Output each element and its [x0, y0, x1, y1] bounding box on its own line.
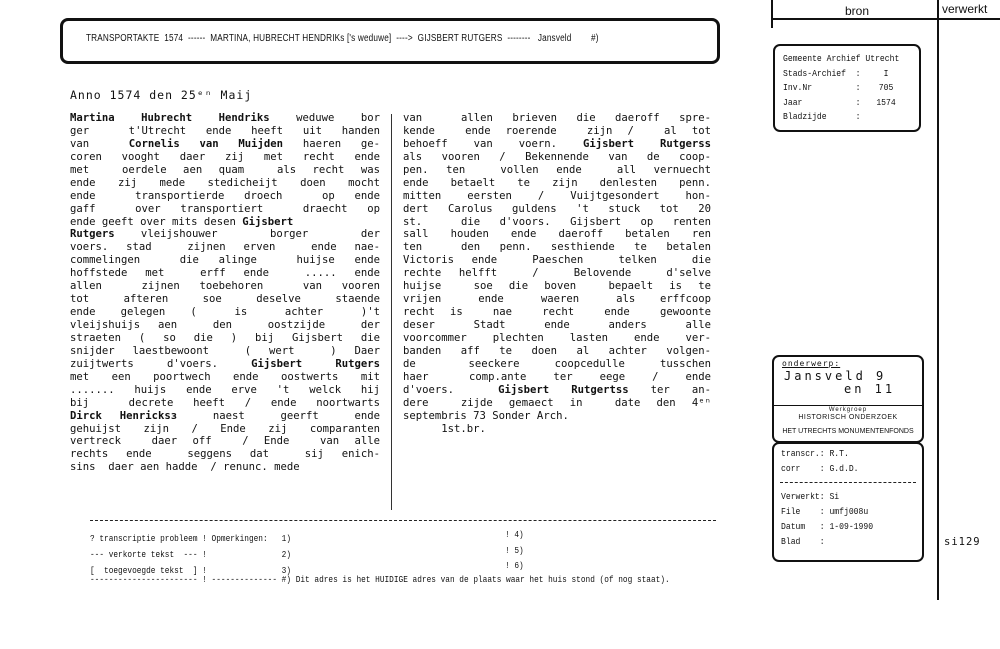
line-text: vleijshouwer borger der [114, 228, 380, 241]
source-field [783, 110, 950, 125]
text-line [403, 345, 711, 358]
org-line-1: Werkgroep [828, 407, 868, 413]
name-text: Gijsbert Rutgertss [498, 383, 629, 396]
line-text: weduwe bor [269, 112, 380, 124]
line-text: bij decrete heeft / ende noortwarts [70, 396, 380, 409]
source-field [783, 96, 950, 111]
datum-value: Datum : 1-09-1990 [781, 521, 874, 532]
text-line [70, 216, 380, 229]
line-text: ende geeft over mits desen [70, 215, 243, 228]
text-line [403, 190, 711, 203]
source-field-label: Gemeente Archief Utrecht [783, 53, 900, 64]
transcription-right-column [403, 112, 711, 435]
line-text: voorcommer plechten lasten ende ver- [403, 331, 711, 344]
text-line [70, 345, 380, 358]
line-text: dert Carolus guldens 't stuck tot 20 [403, 202, 711, 215]
text-line [70, 164, 380, 177]
text-line [403, 177, 711, 190]
note-5: ! 5) [505, 545, 524, 556]
text-line [403, 384, 711, 397]
line-text: Victoris ende Paeschen telken die [403, 254, 711, 267]
name-text: Rutgers [70, 228, 115, 241]
org-line-2: HISTORISCH ONDERZOEK [798, 414, 898, 421]
sidebar-header-rule [771, 18, 1000, 20]
onderwerp-label: onderwerp: [782, 359, 841, 368]
corrector: corr : G.d.D. [781, 463, 859, 474]
line-text: vleijshuijs aen den oostzijde der [70, 319, 380, 331]
text-line [70, 319, 380, 332]
line-text: ger t'Utrecht ende heeft uit handen [70, 124, 380, 137]
file-value: File : umfj008u [781, 506, 869, 517]
line-text: gaff over transportiert draecht op [70, 202, 380, 215]
source-field-value: I [883, 67, 889, 79]
text-line [403, 228, 711, 241]
processing-box [772, 442, 924, 562]
line-text: vrijen ende waeren als erffcoop [403, 293, 711, 306]
text-line [70, 358, 380, 371]
line-text: rechts ende seggens dat sij enich- [70, 448, 380, 461]
line-text: recht is nae recht ende gewoonte [403, 306, 711, 319]
note-4: ! 4) [505, 529, 524, 540]
text-line [70, 190, 380, 203]
text-line [70, 384, 380, 397]
text-line [70, 293, 380, 306]
text-line [403, 254, 711, 267]
line-text: gehuijst zijn / Ende zij comparanten [70, 422, 380, 435]
legend-line-4: ----------------------- ! -------------- #) Dit adres is het HUIDIGE adres van de plaats waar het huis stond (of nog staat). [90, 574, 670, 585]
line-text: huijse soe die boven bepaelt is te [403, 280, 711, 293]
verwerkt-value: Verwerkt: Si [781, 491, 840, 502]
text-line [70, 138, 380, 151]
line-text: ende betaelt te zijn denlesten penn. [403, 176, 711, 189]
line-text: van [70, 137, 129, 150]
line-text: pen. ten vollen ende all vernuecht [403, 163, 711, 176]
legend-line-2: --- verkorte tekst --- ! 2) [90, 549, 292, 560]
subject-box [772, 355, 924, 443]
line-text: dere zijde gemaect in date den 4ᵉⁿ [403, 396, 711, 409]
text-line [70, 112, 380, 125]
text-line [403, 241, 711, 254]
text-line [403, 267, 711, 280]
line-text: ende gelegen ( is achter )'t [70, 306, 380, 319]
transcriber: transcr.: R.T. [781, 448, 849, 459]
text-line [403, 203, 711, 216]
line-text: hoffstede met erff ende ..... ende [70, 267, 380, 280]
verwerkt-code: si129 [944, 536, 981, 548]
line-text: 1st.br. [403, 422, 486, 435]
legend-line-3: [ toegevoegde tekst ] ! 3) [90, 565, 292, 576]
text-line [403, 371, 711, 384]
line-text: voers. stad zijnen erven ende nae- [70, 241, 380, 254]
text-line [403, 332, 711, 345]
line-text: tot afteren soe deselve staende [70, 293, 380, 306]
onderwerp-address-2: en 11 [844, 382, 896, 396]
name-text: Gijsbert Rutgers [251, 357, 380, 370]
line-text: banden aff te doen al achter volgen- [403, 344, 711, 357]
line-text: allen zijnen toebehoren van vooren [70, 280, 380, 293]
text-line [70, 371, 380, 384]
line-text: ende zij mede stedicheijt doen mocht [70, 176, 380, 189]
line-text: met oerdele aen quam als recht was [70, 163, 380, 176]
line-text: kende ende roerende zijn / al tot [403, 124, 711, 137]
text-line [70, 461, 380, 474]
text-line [70, 203, 380, 216]
name-text: Dirck Henricksз [70, 409, 178, 422]
note-6: ! 6) [505, 560, 524, 571]
document-title: TRANSPORTAKTE 1574 ------ MARTINA, HUBRECHT HENDRIKs ['s weduwe] ----> GIJSBERT RUTGERS -------- Jansveld #) [86, 33, 599, 44]
text-line [403, 410, 711, 423]
line-text: behoeff van voern. [403, 137, 583, 150]
text-line [70, 435, 380, 448]
footer-top-rule [90, 520, 716, 521]
blad-value: Blad : [781, 536, 825, 547]
text-line [403, 138, 711, 151]
text-line [403, 397, 711, 410]
line-text: de seeckere coopcedulle tusschen [403, 357, 711, 370]
line-text: septembris 73 Sonder Arch. [403, 409, 569, 422]
line-text: rechte helfft / Belovende d'selve [403, 267, 711, 280]
line-text: mitten eersten / Vuijtgesondert hon- [403, 189, 711, 202]
date-line: Anno 1574 den 25ᵉⁿ Maij [70, 88, 253, 102]
line-text: straeten ( so die ) bij Gijsbert die [70, 331, 380, 344]
source-field-label: Jaar : [783, 96, 861, 108]
text-line [70, 177, 380, 190]
text-line [403, 358, 711, 371]
text-line [403, 216, 711, 229]
legend-line-1: ? transcriptie probleem ! Opmerkingen: 1) [90, 533, 292, 544]
source-field-value: 705 [878, 82, 894, 93]
name-text: Gijsbert Rutgerss [582, 137, 711, 150]
verwerkt-heading: verwerkt [942, 2, 988, 16]
name-text: Gijsbert [242, 215, 294, 228]
line-text: zuijtwerts d'voers. [70, 357, 252, 370]
text-line [403, 293, 711, 306]
name-text: Martina Hubrecht Hendriks [70, 112, 270, 124]
line-text: ter an- [628, 383, 711, 396]
text-line [403, 112, 711, 125]
text-line [70, 332, 380, 345]
line-text: st. die d'voors. Gijsbert op renten [403, 215, 711, 228]
source-field [783, 67, 950, 82]
line-text: met een poortwech ende oostwerts mit [70, 370, 380, 383]
text-line [70, 267, 380, 280]
column-divider [391, 114, 392, 510]
subject-box-divider [774, 405, 922, 406]
line-text: ten den penn. sesthiende te betalen [403, 241, 711, 254]
line-text: sall houden ende daeroff betalen ren [403, 228, 711, 241]
source-field-label: Bladzijde : [783, 111, 861, 122]
source-field [783, 81, 950, 96]
source-box [773, 44, 921, 132]
line-text: ....... huijs ende erve 't welck hij [70, 383, 380, 396]
text-line [70, 306, 380, 319]
box-divider [780, 482, 916, 483]
text-line [403, 125, 711, 138]
text-line [70, 241, 380, 254]
text-line [70, 397, 380, 410]
source-field-value: 1574 [876, 96, 896, 108]
text-line [403, 306, 711, 319]
line-text: sins daer aen hadde / renunc. mede [70, 461, 300, 474]
text-line [70, 410, 380, 423]
source-field-label: Stads-Archief : [783, 67, 861, 79]
text-line [403, 423, 711, 436]
transcription-left-column [70, 112, 380, 474]
line-text: haeren ge- [283, 137, 380, 150]
text-line [70, 125, 380, 138]
source-field [783, 52, 950, 67]
name-text: Cornelis van Muijden [128, 137, 284, 150]
line-text: als vooren / Bekennende van de coop- [403, 150, 711, 163]
line-text: d'voers. [403, 383, 499, 396]
text-line [70, 280, 380, 293]
source-field-label: Inv.Nr : [783, 82, 861, 93]
text-line [403, 319, 711, 332]
text-line [70, 254, 380, 267]
text-line [70, 228, 380, 241]
text-line [403, 151, 711, 164]
line-text: haer comp.ante ter eege / ende [403, 370, 711, 383]
line-text: naest geerft ende [177, 409, 380, 422]
bron-heading: bron [845, 4, 870, 18]
text-line [403, 164, 711, 177]
line-text: coren vooght daer zij met recht ende [70, 150, 380, 163]
line-text: commelingen die alinge huijse ende [70, 254, 380, 267]
sidebar-left-rule [771, 0, 773, 28]
line-text: snijder laestbewoont ( wert ) Daer [70, 344, 380, 357]
onderwerp-address: Jansveld 9 [784, 369, 887, 383]
org-line-3: HET UTRECHTS MONUMENTENFONDS [782, 428, 914, 435]
text-line [70, 423, 380, 436]
line-text: vertreck daer off / Ende van alle [70, 435, 380, 448]
text-line [70, 448, 380, 461]
text-line [403, 280, 711, 293]
line-text: deser Stadt ende anders alle [403, 319, 711, 331]
text-line [70, 151, 380, 164]
line-text: ende transportierde droech op ende [70, 189, 380, 202]
line-text: van allen brieven die daeroff spre- [403, 112, 711, 124]
